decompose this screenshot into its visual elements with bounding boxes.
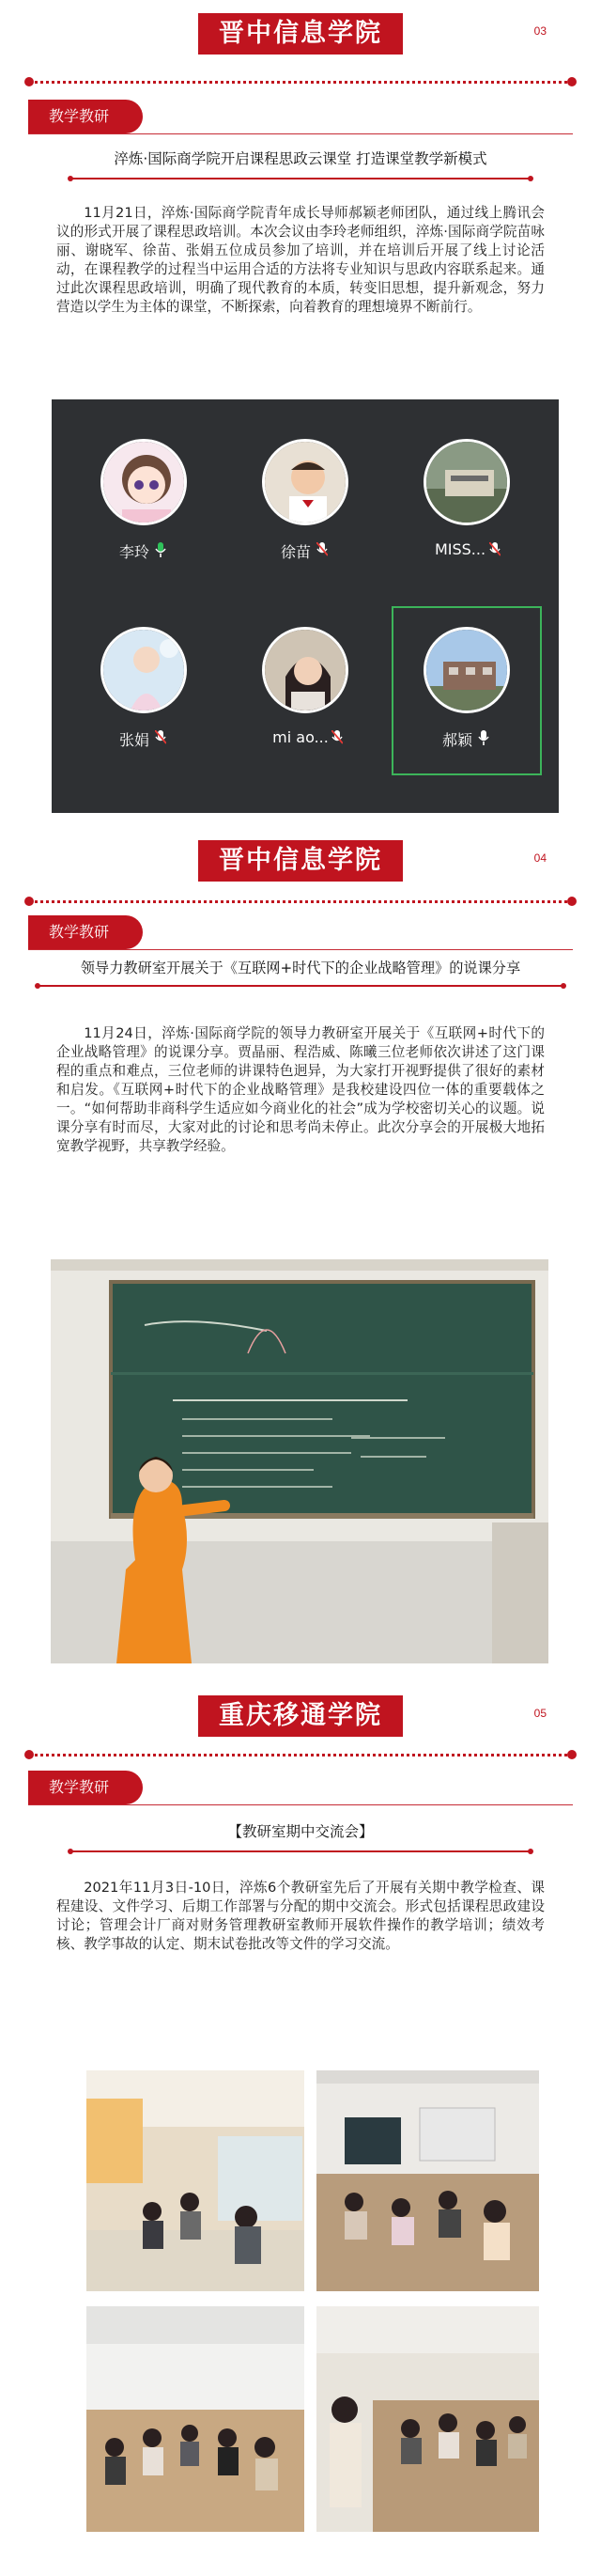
meeting-photo xyxy=(86,2070,304,2291)
article-subtitle: 领导力教研室开展关于《互联网+时代下的企业战略管理》的说课分享 xyxy=(80,960,521,976)
microphone-icon xyxy=(478,730,489,745)
category-tag: 教学教研 xyxy=(28,915,143,949)
category-tag: 教学教研 xyxy=(28,100,143,133)
participant-tile xyxy=(230,418,380,587)
participant-tile xyxy=(230,606,380,775)
tag-underline xyxy=(28,133,573,134)
tag-underline xyxy=(28,1804,573,1805)
school-title: 重庆移通学院 xyxy=(198,1695,403,1737)
article-subtitle: 【教研室期中交流会】 xyxy=(227,1823,374,1840)
participant-tile xyxy=(69,606,219,775)
meeting-video-grid xyxy=(52,399,559,813)
classroom-photo xyxy=(51,1259,548,1663)
page-number: 03 xyxy=(533,24,547,38)
participant-name: MISS... xyxy=(434,540,486,558)
category-tag: 教学教研 xyxy=(28,1771,143,1804)
section-04 xyxy=(0,827,601,1682)
avatar xyxy=(424,627,510,713)
participant-name: 张娟 xyxy=(118,731,149,749)
subtitle-underline xyxy=(70,178,531,180)
participant-name: 李玲 xyxy=(118,543,149,561)
article-paragraph: 11月24日，淬炼·国际商学院的领导力教研室开展关于《互联网+时代下的企业战略管理》的说课分享。贾晶丽、程浩威、陈曦三位老师依次讲述了这门课程的重点和难点，三位老师的讲课特色迥异，为大家打开视野提供了很好的素材和启发。《互联网+时代下的企业战略管理》是我校建设四位一体的重要载体之一。“如何帮助非商科学生适应如今商业化的社会”成为学校密切关心的议题。说课分享有时而尽，大家对此的讨论和思考尚未停止。此次分享会的开展极大地拓宽教学视野，共享教学经验。 xyxy=(56,1025,545,1154)
subtitle-underline xyxy=(70,1850,531,1852)
microphone-icon xyxy=(155,542,166,557)
school-title: 晋中信息学院 xyxy=(198,13,403,55)
microphone-muted-icon xyxy=(155,730,166,745)
meeting-photo xyxy=(316,2306,539,2532)
microphone-muted-icon xyxy=(489,542,501,557)
participant-tile xyxy=(69,418,219,587)
avatar xyxy=(424,439,510,525)
section-header xyxy=(0,827,601,883)
article-paragraph: 2021年11月3日-10日，淬炼6个教研室先后了开展有关期中教学检查、课程建设、文件学习、后期工作部署与分配的期中交流会。形式包括课程思政建设讨论；管理会计厂商对财务管理教研室教师开展软件操作的教学培训；绩效考核、教学事故的认定、期末试卷批改等文件的学习交流。 xyxy=(56,1880,545,1952)
section-03 xyxy=(0,0,601,827)
subtitle-underline xyxy=(38,985,563,987)
participant-name: 郝颖 xyxy=(441,731,472,749)
microphone-muted-icon xyxy=(316,542,328,557)
section-05 xyxy=(0,1682,601,2576)
article-paragraph: 11月21日，淬炼·国际商学院青年成长导师郝颖老师团队，通过线上腾讯会议的形式开展了课程思政培训。本次会议由李玲老师组织，淬炼·国际商学院苗咏丽、谢晓军、徐苗、张娟五位成员参加了培训，并在培训后开展了线上讨论活动，在课程教学的过程当中运用合适的方法将专业知识与思政内容联系起来。通过此次课程思政培训，明确了现代教育的本质，转变旧思想，提升新观念，努力营造以学生为主体的课堂，不断探索，向着教育的理想境界不断前行。 xyxy=(56,205,545,315)
tag-underline xyxy=(28,949,573,950)
participant-name: mi ao... xyxy=(272,728,329,746)
avatar xyxy=(262,627,348,713)
microphone-muted-icon xyxy=(331,730,343,745)
dotted-divider xyxy=(28,1748,573,1761)
page-number: 04 xyxy=(533,851,547,865)
page-number: 05 xyxy=(533,1707,547,1720)
school-title: 晋中信息学院 xyxy=(198,840,403,882)
avatar xyxy=(100,439,187,525)
section-header xyxy=(0,0,601,56)
participant-name: 徐苗 xyxy=(280,543,311,561)
participant-tile-active-speaker xyxy=(392,606,542,775)
participant-tile xyxy=(392,418,542,587)
section-header xyxy=(0,1682,601,1739)
avatar xyxy=(262,439,348,525)
dotted-divider xyxy=(28,895,573,908)
avatar xyxy=(100,627,187,713)
dotted-divider xyxy=(28,75,573,88)
meeting-photo xyxy=(316,2070,539,2291)
article-subtitle: 淬炼·国际商学院开启课程思政云课堂 打造课堂教学新模式 xyxy=(114,150,487,167)
meeting-photo xyxy=(86,2306,304,2532)
